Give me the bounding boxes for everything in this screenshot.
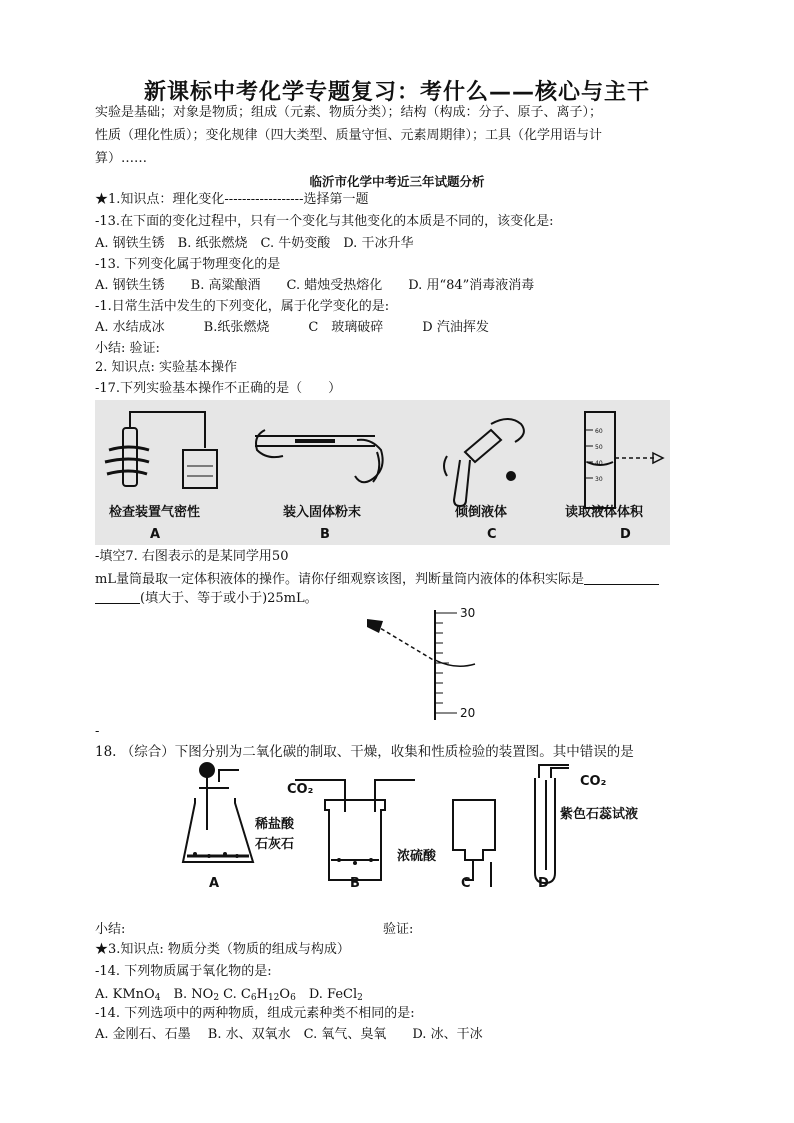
cylinder-mark-20: 20 [460,706,476,720]
section-3-heading: ★3.知识点: 物质分类（物质的组成与构成） [95,942,350,957]
letter-18a: A [209,876,220,891]
question-13b: -13. 下列变化属于物理变化的是 [95,257,281,272]
page-title: 新课标中考化学专题复习：考什么——核心与主干 [143,80,650,105]
question-14b: -14. 下列选项中的两种物质，组成元素种类不相同的是: [95,1006,415,1021]
summary-2: 小结: [95,922,126,937]
cyl-tick-50: 50 [595,444,603,451]
cyl-tick-60: 60 [595,428,603,435]
fill-in-7-line-3 [95,589,318,609]
question-17: -17.下列实验基本操作不正确的是（ ） [95,381,342,396]
question-1-options: A. 水结成冰 B.纸张燃烧 C 玻璃破碎 D 汽油挥发 [95,320,489,335]
question-14a-options: A. KMnO$_4$ B. $NO_2$ C. $C_6H_{12}O_6$ D. FeCl$_2$ [95,987,363,1003]
caption-d: 读取液体体积 [565,505,644,520]
cyl-tick-40: 40 [595,460,603,467]
label-co2-d: CO₂ [580,774,607,789]
label-litmus: 紫色石蕊试液 [560,807,639,822]
caption-b: 装入固体粉末 [283,505,362,520]
caption-a: 检查装置气密性 [109,505,201,520]
letter-c: C [487,527,497,542]
fill-in-7-text-2: (填大于、等于或小于)25mL。 [140,591,318,606]
verify-2: 验证: [383,922,414,937]
letter-18b: B [350,876,360,891]
letter-18d: D [538,876,549,891]
dash-line: - [95,724,100,739]
question-14a: -14. 下列物质属于氧化物的是: [95,964,272,979]
answer-blank-1[interactable] [584,570,659,585]
section-subtitle: 临沂市化学中考近三年试题分析 [309,174,485,189]
intro-line-2: 性质（理化性质）；变化规律（四大类型、质量守恒、元素周期律）；工具（化学用语与计 [95,128,603,143]
cyl-tick-30: 30 [595,476,603,483]
question-18: 18. （综合）下图分别为二氧化碳的制取、干燥，收集和性质检验的装置图。其中错误的是 [95,744,634,760]
intro-line-1: 实验是基础；对象是物质；组成（元素、物质分类）；结构（构成：分子、原子、离子）； [95,105,603,120]
label-acid: 稀盐酸 [255,817,295,832]
letter-18c: C [461,876,471,891]
cylinder-reading-figure [345,605,495,725]
answer-blank-2[interactable] [95,589,140,604]
question-13b-options: A. 钢铁生锈 B. 高粱酿酒 C. 蜡烛受热熔化 D. 用“84”消毒液消毒 [95,278,535,293]
letter-b: B [320,527,330,542]
lab-operations-figure [95,400,670,545]
question-13a-options: A. 钢铁生锈 B. 纸张燃烧 C. 牛奶变酸 D. 干冰升华 [95,236,414,251]
section-1-heading: ★1.知识点：理化变化------------------选择第一题 [95,192,369,207]
fill-in-7-text: mL量筒最取一定体积液体的操作。请你仔细观察该图，判断量筒内液体的体积实际是 [95,572,584,587]
label-co2-b: CO₂ [287,782,314,797]
intro-line-3: 算）…… [95,151,148,166]
fill-in-7-line-1: -填空7. 右图表示的是某同学用50 [95,549,289,564]
cylinder-mark-30: 30 [460,606,476,620]
section-2-heading: 2. 知识点: 实验基本操作 [95,360,238,375]
label-h2so4: 浓硫酸 [397,849,437,864]
fill-in-7-line-2 [95,570,659,590]
question-14b-options: A. 金刚石、石墨 B. 水、双氧水 C. 氧气、臭氧 D. 冰、干冰 [95,1027,483,1042]
label-stone: 石灰石 [255,837,295,852]
caption-c: 倾倒液体 [455,505,508,520]
letter-d: D [620,527,631,542]
co2-apparatus-figure [175,760,655,895]
question-13a: -13.在下面的变化过程中，只有一个变化与其他变化的本质是不同的，该变化是: [95,214,554,229]
letter-a: A [150,527,161,542]
summary-1: 小结: 验证: [95,341,160,356]
question-1: -1.日常生活中发生的下列变化，属于化学变化的是: [95,299,390,314]
